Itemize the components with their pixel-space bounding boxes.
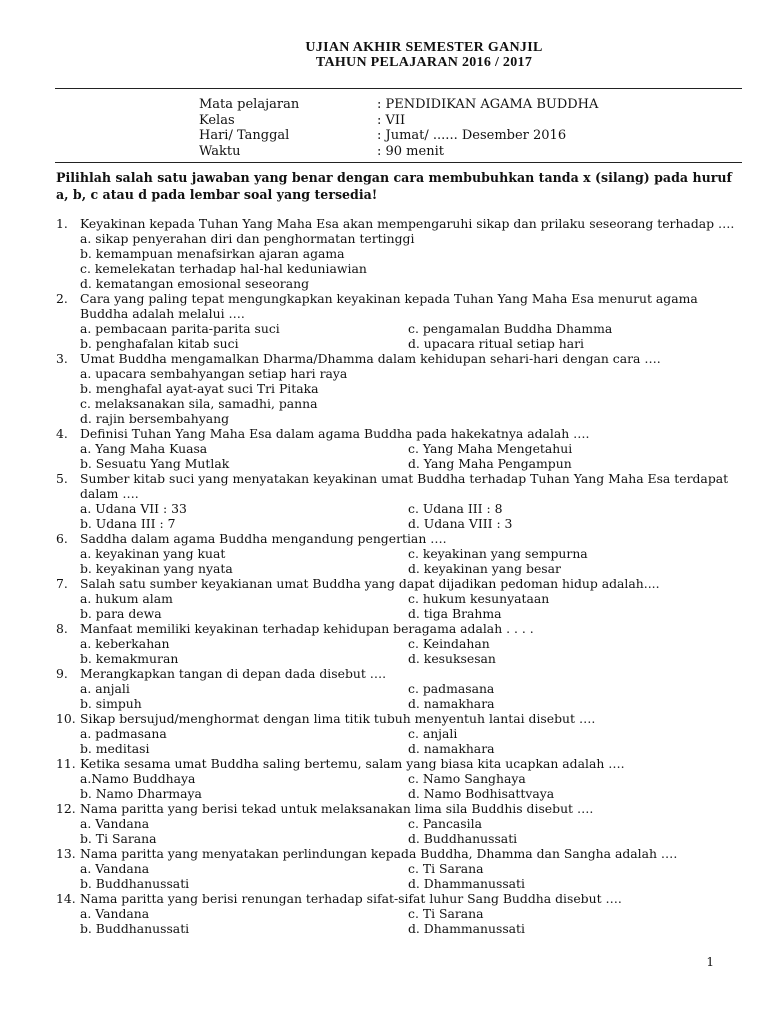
answer-option[interactable]: b. Udana III : 7 (80, 516, 176, 531)
exam-title: UJIAN AKHIR SEMESTER GANJIL (305, 40, 543, 55)
question-text-row (56, 426, 746, 441)
answer-option[interactable]: d. Namo Bodhisattvaya (408, 786, 555, 801)
question-text-row (56, 471, 746, 501)
question-number: 3. (56, 351, 68, 366)
question-item (56, 576, 746, 621)
answer-option[interactable]: d. Dhammanussati (408, 876, 526, 891)
answer-option[interactable]: b. keyakinan yang nyata (80, 561, 233, 576)
answer-option[interactable]: a. Vandana (80, 816, 150, 831)
question-number: 2. (56, 291, 68, 306)
question-number: 4. (56, 426, 68, 441)
question-item (56, 531, 746, 576)
info-label: Mata pelajaran (199, 97, 300, 112)
answer-option[interactable]: c. melaksanakan sila, samadhi, panna (80, 396, 318, 411)
question-text-row (56, 576, 746, 591)
info-value: : 90 menit (377, 143, 444, 159)
answer-option[interactable]: b. kemakmuran (80, 651, 179, 666)
answer-options (80, 906, 746, 936)
info-row-date (199, 128, 598, 144)
question-number: 14. (56, 891, 76, 906)
answer-options (80, 771, 746, 801)
answer-option[interactable]: d. tiga Brahma (408, 606, 502, 621)
answer-option[interactable]: b. Sesuatu Yang Mutlak (80, 456, 230, 471)
question-text-row (56, 216, 746, 231)
question-item (56, 471, 746, 531)
question-text-row (56, 801, 746, 816)
info-value: : PENDIDIKAN AGAMA BUDDHA (377, 97, 599, 112)
answer-option[interactable]: a. Yang Maha Kuasa (80, 441, 208, 456)
question-number: 8. (56, 621, 68, 636)
answer-option[interactable]: c. kemelekatan terhadap hal-hal keduniawian (80, 261, 367, 276)
info-value: : VII (377, 112, 406, 128)
question-text: Keyakinan kepada Tuhan Yang Maha Esa akan mempengaruhi sikap dan prilaku seseorang terhadap …. (80, 216, 735, 231)
divider-top (55, 88, 742, 89)
question-item (56, 891, 746, 936)
answer-option[interactable]: d. Dhammanussati (408, 921, 526, 936)
question-text: Merangkapkan tangan di depan dada disebut …. (80, 666, 387, 681)
question-text-row (56, 531, 746, 546)
answer-option[interactable]: a. pembacaan parita-parita suci (80, 321, 280, 336)
answer-options (80, 816, 746, 846)
answer-options (80, 681, 746, 711)
question-text-row (56, 291, 746, 321)
answer-option[interactable]: b. kemampuan menafsirkan ajaran agama (80, 246, 345, 261)
answer-option[interactable]: b. Buddhanussati (80, 921, 190, 936)
answer-option[interactable]: d. Yang Maha Pengampun (408, 456, 572, 471)
answer-option[interactable]: d. Buddhanussati (408, 831, 518, 846)
info-row-subject (199, 97, 598, 113)
answer-option[interactable]: d. upacara ritual setiap hari (408, 336, 584, 351)
question-number: 10. (56, 711, 76, 726)
answer-option[interactable]: a. padmasana (80, 726, 167, 741)
answer-options (80, 366, 746, 426)
answer-option[interactable]: c. padmasana (408, 681, 495, 696)
page-number: 1 (706, 955, 714, 969)
question-item (56, 666, 746, 711)
answer-options (80, 636, 746, 666)
answer-option[interactable]: a. keberkahan (80, 636, 170, 651)
exam-info (199, 97, 598, 159)
question-item (56, 216, 746, 291)
question-text-row (56, 846, 746, 861)
answer-option[interactable]: a. upacara sembahyangan setiap hari raya (80, 366, 348, 381)
answer-options (80, 546, 746, 576)
answer-option[interactable]: c. Ti Sarana (408, 906, 484, 921)
question-text-row (56, 351, 746, 366)
question-number: 11. (56, 756, 76, 771)
answer-option[interactable]: b. Buddhanussati (80, 876, 190, 891)
answer-option[interactable]: a. Vandana (80, 861, 150, 876)
answer-option[interactable]: d. namakhara (408, 696, 495, 711)
question-number: 1. (56, 216, 68, 231)
answer-option[interactable]: c. pengamalan Buddha Dhamma (408, 321, 613, 336)
answer-option[interactable]: d. rajin bersembahyang (80, 411, 230, 426)
instructions: Pilihlah salah satu jawaban yang benar dengan cara membubuhkan tanda x (silang) pada huruf a, b, c atau d pada lembar soal yang tersedia! (56, 170, 732, 202)
question-text: Sikap bersujud/menghormat dengan lima titik tubuh menyentuh lantai disebut …. (80, 711, 596, 726)
answer-option[interactable]: d. keyakinan yang besar (408, 561, 561, 576)
question-text: Ketika sesama umat Buddha saling bertemu, salam yang biasa kita ucapkan adalah …. (80, 756, 625, 771)
info-row-class (199, 113, 598, 129)
answer-option[interactable]: b. meditasi (80, 741, 150, 756)
answer-option[interactable]: a. keyakinan yang kuat (80, 546, 226, 561)
question-item (56, 621, 746, 666)
answer-option[interactable]: a. anjali (80, 681, 130, 696)
answer-option[interactable]: a. hukum alam (80, 591, 173, 606)
answer-option[interactable]: c. Yang Maha Mengetahui (408, 441, 573, 456)
question-text: Nama paritta yang berisi tekad untuk melaksanakan lima sila Buddhis disebut …. (80, 801, 594, 816)
answer-option[interactable]: b. penghafalan kitab suci (80, 336, 239, 351)
answer-option[interactable]: c. Keindahan (408, 636, 490, 651)
question-text-row (56, 756, 746, 771)
info-label: Waktu (199, 143, 241, 159)
question-text: Nama paritta yang menyatakan perlindungan kepada Buddha, Dhamma dan Sangha adalah …. (80, 846, 678, 861)
info-row-time (199, 144, 598, 160)
question-text-row (56, 666, 746, 681)
exam-year: TAHUN PELAJARAN 2016 / 2017 (315, 55, 533, 70)
answer-option[interactable]: a.Namo Buddhaya (80, 771, 196, 786)
answer-options (80, 321, 746, 351)
answer-option[interactable]: b. simpuh (80, 696, 142, 711)
answer-options (80, 861, 746, 891)
question-item (56, 711, 746, 756)
answer-option[interactable]: d. kematangan emosional seseorang (80, 276, 310, 291)
answer-option[interactable]: d. kesuksesan (408, 651, 496, 666)
question-text: Sumber kitab suci yang menyatakan keyakinan umat Buddha terhadap Tuhan Yang Maha Esa terdapat dalam …. (80, 471, 729, 501)
question-item (56, 426, 746, 471)
answer-options (80, 726, 746, 756)
answer-option[interactable]: c. keyakinan yang sempurna (408, 546, 588, 561)
answer-options (80, 441, 746, 471)
question-number: 12. (56, 801, 76, 816)
question-item (56, 801, 746, 846)
answer-options (80, 591, 746, 621)
answer-option[interactable]: a. Udana VII : 33 (80, 501, 187, 516)
answer-option[interactable]: c. Ti Sarana (408, 861, 484, 876)
answer-option[interactable]: c. Namo Sanghaya (408, 771, 526, 786)
question-number: 13. (56, 846, 76, 861)
question-number: 5. (56, 471, 68, 486)
question-number: 9. (56, 666, 68, 681)
answer-option[interactable]: a. sikap penyerahan diri dan penghormatan tertinggi (80, 231, 415, 246)
question-text: Cara yang paling tepat mengungkapkan keyakinan kepada Tuhan Yang Maha Esa menurut agama Buddha adalah melalui …. (80, 291, 698, 321)
question-text: Nama paritta yang berisi renungan terhadap sifat-sifat luhur Sang Buddha disebut …. (80, 891, 622, 906)
answer-option[interactable]: b. Namo Dharmaya (80, 786, 202, 801)
answer-option[interactable]: d. namakhara (408, 741, 495, 756)
answer-option[interactable]: b. menghafal ayat-ayat suci Tri Pitaka (80, 381, 319, 396)
answer-option[interactable]: c. Pancasila (408, 816, 482, 831)
question-text: Umat Buddha mengamalkan Dharma/Dhamma dalam kehidupan sehari-hari dengan cara …. (80, 351, 661, 366)
answer-options (80, 501, 746, 531)
question-text: Saddha dalam agama Buddha mengandung pengertian …. (80, 531, 447, 546)
answer-option[interactable]: c. Udana III : 8 (408, 501, 503, 516)
answer-option[interactable]: d. Udana VIII : 3 (408, 516, 513, 531)
question-text: Salah satu sumber keyakianan umat Buddha yang dapat dijadikan pedoman hidup adalah.... (80, 576, 660, 591)
answer-options (80, 231, 746, 291)
answer-option[interactable]: c. hukum kesunyataan (408, 591, 550, 606)
question-item (56, 291, 746, 351)
info-value: : Jumat/ ...... Desember 2016 (377, 128, 567, 143)
question-text-row (56, 711, 746, 726)
answer-option[interactable]: b. para dewa (80, 606, 162, 621)
answer-option[interactable]: c. anjali (408, 726, 458, 741)
question-list (56, 216, 746, 936)
question-item (56, 351, 746, 426)
question-item (56, 756, 746, 801)
divider-bottom (55, 162, 742, 163)
info-label: Hari/ Tanggal (199, 128, 290, 143)
answer-option[interactable]: a. Vandana (80, 906, 150, 921)
question-number: 7. (56, 576, 68, 591)
question-text-row (56, 891, 746, 906)
question-item (56, 846, 746, 891)
question-text: Definisi Tuhan Yang Maha Esa dalam agama Buddha pada hakekatnya adalah …. (80, 426, 590, 441)
question-text-row (56, 621, 746, 636)
question-number: 6. (56, 531, 68, 546)
question-text: Manfaat memiliki keyakinan terhadap kehidupan beragama adalah . . . . (80, 621, 534, 636)
answer-option[interactable]: b. Ti Sarana (80, 831, 157, 846)
info-label: Kelas (199, 112, 235, 128)
